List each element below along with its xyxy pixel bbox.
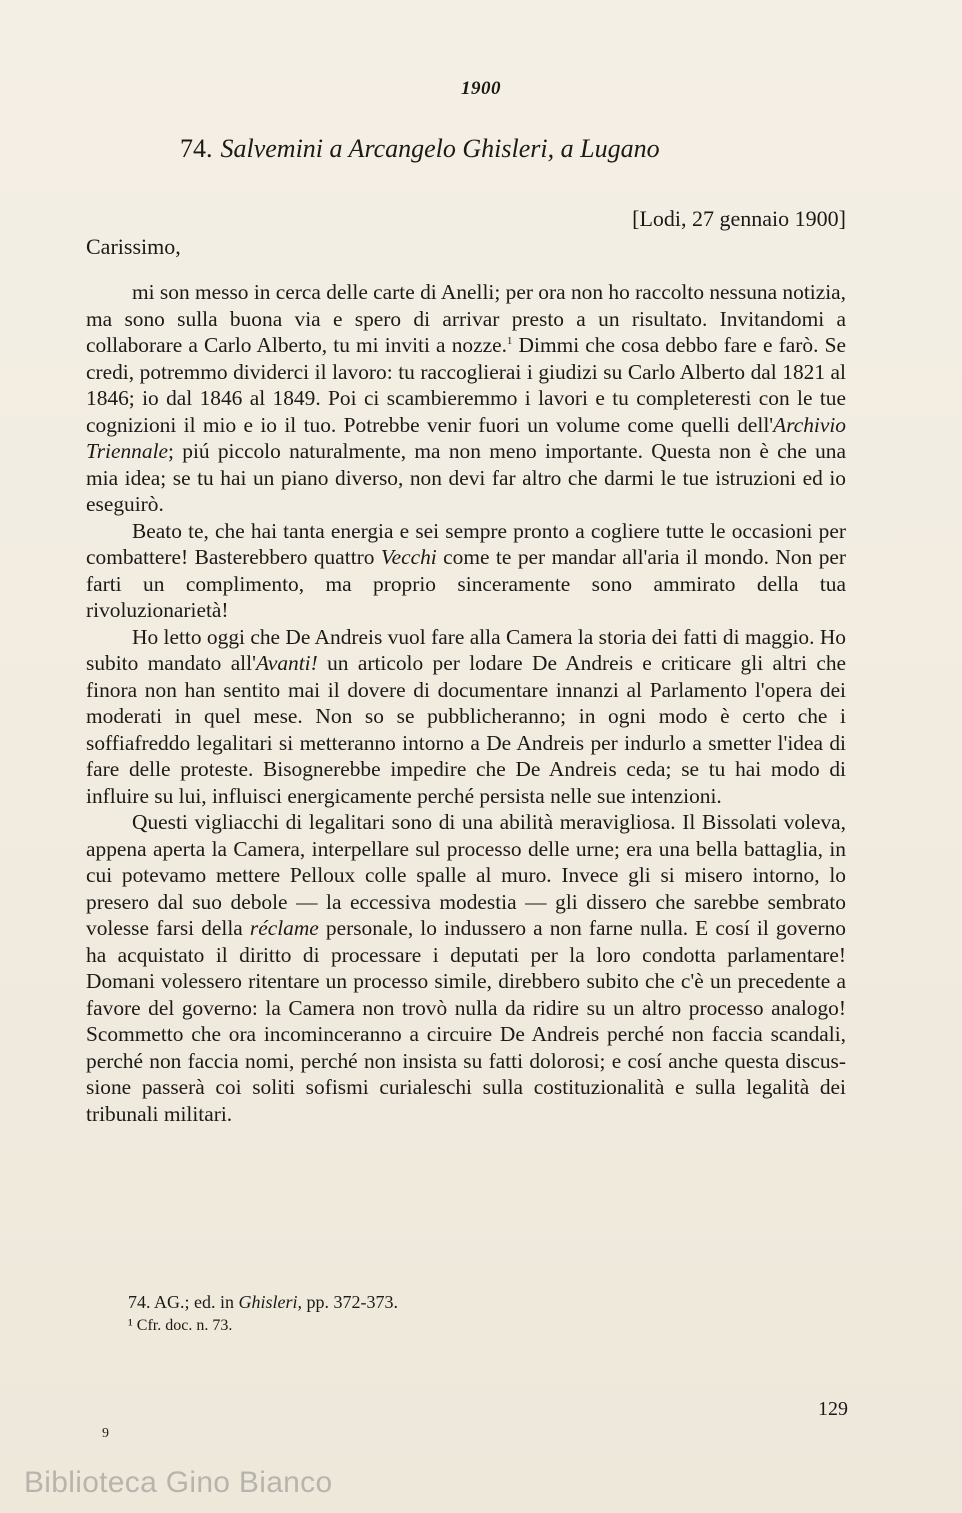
page-number: 129	[818, 1398, 848, 1420]
running-head: 1900	[461, 78, 501, 99]
footnote-1: ¹ Cfr. doc. n. 73.	[128, 1317, 233, 1334]
text-run: come te per mandar all'aria il mondo. Non per farti un complimento, ma proprio sinceramente sono ammirato della tua rivoluzionarietà!	[86, 545, 847, 622]
italic-text: Vecchi	[380, 545, 437, 569]
source-note: 74. AG.; ed. in Ghisleri, pp. 372-373.	[128, 1292, 399, 1312]
letter-title-text: Salvemini a Arcangelo Ghisleri, a Lugano	[220, 134, 660, 163]
text-run: Dimmi che cosa debbo fare e farò. Se credi, potremmo dividerci il lavoro: tu raccoglierai i giudizi su Carlo Alberto dal 1821 al 1846; io dal 1846 al 1849. Poi ci scambieremmo i lavori e tu completeresti con le tue cognizioni il mio e io il tuo. Potrebbe venir fuori un volume come quelli dell'	[86, 333, 846, 437]
notes	[128, 1290, 828, 1338]
paragraph	[86, 809, 846, 1127]
paragraph	[86, 518, 846, 624]
italic-text: réclame	[249, 916, 319, 940]
text-run: Questi vigliacchi di legalitari sono di una abilità meravigliosa. Il Bissolati voleva, appena aperta la Camera, interpellare sul processo delle urne; era una bella battaglia, in cui potevamo mettere Pelloux colle spalle al muro. Invece gli si misero intorno, lo presero dal suo debole — la eccessiva modestia — gli dissero che sarebbe sembrato volesse farsi della	[86, 810, 846, 940]
dateline: [Lodi, 27 gennaio 1900]	[632, 206, 846, 231]
footnote-ref: 1	[506, 334, 513, 347]
watermark: Biblioteca Gino Bianco	[24, 1466, 333, 1499]
salutation: Carissimo,	[86, 234, 181, 259]
text-run: Ho letto oggi che De Andreis vuol fare alla Camera la storia dei fatti di maggio. Ho subito mandato all'	[86, 624, 846, 675]
text-run: mi son messo in cerca delle carte di Anelli; per ora non ho raccolto nessuna notizia, ma sono sulla buona via e spero di arrivar presto a un risultato. Invitandomi a collaborare a Carlo Alberto, tu mi inviti a nozze.	[86, 280, 846, 357]
text-run: ; piú piccolo naturalmente, ma non meno importante. Questa non è che una mia idea; se tu hai un piano diverso, non devi far altro che darmi le tue istruzioni ed io eseguirò.	[86, 439, 846, 516]
italic-text: Avanti!	[255, 651, 318, 675]
text-run: un articolo per lodare De Andreis e criticare gli altri che finora non han sentito mai il dovere di documentare innanzi al Parlamento l'opera dei moderati in quel mese. Non so se pubblicheranno; in ogni modo è certo che i soffiafreddo legalitari si metteranno intorno a De Andreis per indurlo a smetter l'idea di fare delle proteste. Bisognerebbe impedire che De Andreis ceda; se tu hai modo di influire su lui, influisci energicamente perché persista nelle sue intenzioni.	[86, 651, 847, 808]
text-run: Beato te, che hai tanta energia e sei sempre pronto a cogliere tutte le occasioni per combattere! Basterebbero quattro	[86, 518, 846, 569]
letter-number: 74.	[180, 134, 213, 163]
italic-text: Archivio Triennale	[86, 412, 846, 463]
paragraph	[86, 624, 846, 810]
paragraph	[86, 279, 846, 518]
text-run: personale, lo indussero a non farne nulla. E cosí il governo ha acquistato il diritto di processare i deputati per la loro condotta parlamentare! Domani volessero ritentare un processo simile, direbbero subito che c'è un precedente a favore del governo: la Camera non trovò nulla da ridire su un altro processo analogo! Scommetto che ora incominceranno a circuire De Andreis perché non faccia scandali, perché non faccia nomi, perché non insista su fatti dolorosi; e cosí anche questa discussione passerà coi soliti sofismi curialeschi sulla costituzionalità e sulla legalità dei tribunali militari.	[86, 916, 846, 1126]
signature-mark: 9	[102, 1426, 109, 1441]
letter-body	[86, 279, 846, 1127]
letter-title	[180, 134, 800, 164]
